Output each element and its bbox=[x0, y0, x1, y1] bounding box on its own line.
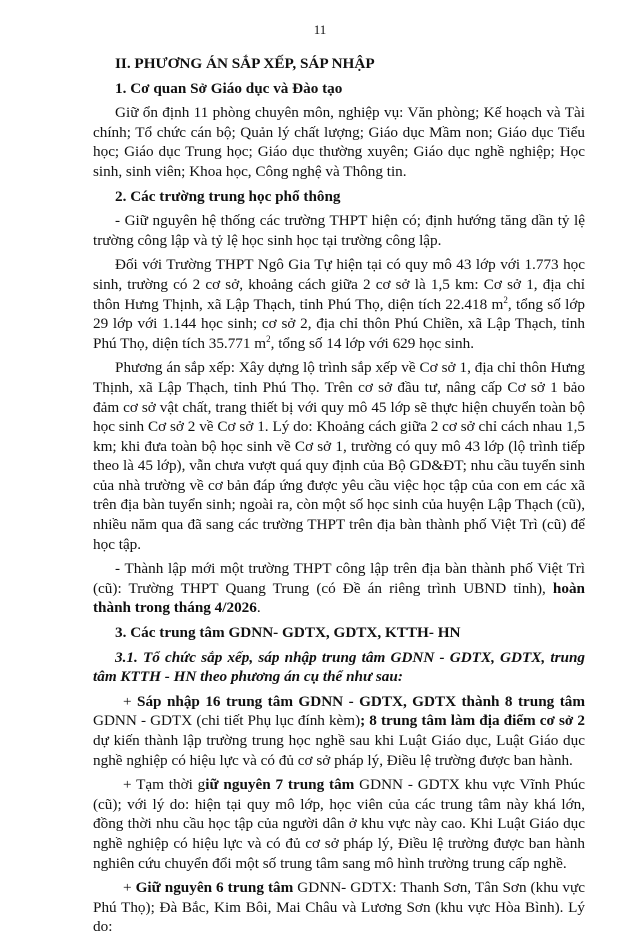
page-number: 11 bbox=[313, 22, 327, 37]
subsection-3-paragraph-3: + Giữ nguyên 6 trung tâm GDNN- GDTX: Thanh Sơn, Tân Sơn (khu vực Phú Thọ); Đà Bắc, Kim Bôi, Mai Châu và Lương Sơn (khu vực Hòa Bình). Lý do: bbox=[93, 879, 585, 936]
subsection-1-paragraph: Giữ ổn định 11 phòng chuyên môn, nghiệp vụ: Văn phòng; Kế hoạch và Tài chính; Tổ chức cán bộ; Quản lý chất lượng; Giáo dục Mầm non; Giáo dục Tiểu học; Giáo dục Trung học; Giáo dục thường xuyên; Giáo dục nghề nghiệp; Học sinh, sinh viên; Khoa học, Công nghệ và Thông tin. bbox=[93, 104, 585, 180]
subsection-1-heading: 1. Cơ quan Sở Giáo dục và Đào tạo bbox=[115, 79, 343, 97]
subsection-2-heading: 2. Các trường trung học phổ thông bbox=[115, 187, 341, 205]
subsection-2-paragraph-1: - Giữ nguyên hệ thống các trường THPT hiện có; định hướng tăng dần tỷ lệ trường công lập và tỷ lệ học sinh học tại trường công lập. bbox=[93, 212, 585, 249]
subsection-2-paragraph-2: Đối với Trường THPT Ngô Gia Tự hiện tại có quy mô 43 lớp với 1.773 học sinh, trường có 2 cơ sở, khoảng cách giữa 2 cơ sở là 1,5 km: Cơ sở 1, địa chỉ thôn Hưng Thịnh, xã Lập Thạch, tỉnh Phú Thọ, diện tích 22.418 $m^2$, tổng số lớp 29 lớp với 1.144 học sinh; cơ sở 2, địa chỉ thôn Phú Chiền, xã Lập Thạch, tỉnh Phú Thọ, diện tích 35.771 $m^2$, tổng số 14 lớp với 629 học sinh. bbox=[93, 256, 585, 352]
subsection-3-paragraph-1: + Sáp nhập 16 trung tâm GDNN - GDTX, GDTX thành 8 trung tâm GDNN - GDTX (chi tiết Phụ lục đính kèm); 8 trung tâm làm địa điểm cơ sở 2 dự kiến thành lập trường trung học nghề sau khi Luật Giáo dục, Luật Giáo dục nghề nghiệp có hiệu lực và có đủ cơ sở pháp lý, Điều lệ trường được ban hành. bbox=[93, 692, 585, 769]
subsection-3-paragraph-2: + Tạm thời giữ nguyên 7 trung tâm GDNN - GDTX khu vực Vĩnh Phúc (cũ); với lý do: hiện tại quy mô lớp, học viên của các trung tâm này khá lớn, đồng thời nhu cầu học tập của người dân ở khu vực này cao. Khi Luật Giáo dục nghề nghiệp có hiệu lực và có đủ cơ sở pháp lý, Điều lệ trường được ban hành nghiên cứu chuyển đổi một số trung tâm sang mô hình trường trung cấp nghề. bbox=[93, 776, 586, 872]
subsection-2-paragraph-4: - Thành lập mới một trường THPT công lập trên địa bàn thành phố Việt Trì (cũ): Trường THPT Quang Trung (có Đề án riêng trình UBND tỉnh), hoàn thành trong tháng 4/2026. bbox=[93, 560, 585, 617]
subsection-3-heading: 3. Các trung tâm GDNN- GDTX, GDTX, KTTH- HN bbox=[115, 624, 461, 642]
subsection-3-1-heading: 3.1. Tổ chức sắp xếp, sáp nhập trung tâm GDNN - GDTX, GDTX, trung tâm KTTH - HN theo phương án cụ thể như sau: bbox=[93, 648, 585, 686]
page-content bbox=[93, 54, 585, 942]
subsection-2-paragraph-3: Phương án sắp xếp: Xây dựng lộ trình sắp xếp về Cơ sở 1, địa chỉ thôn Hưng Thịnh, xã Lập Thạch, tỉnh Phú Thọ. Trên cơ sở đầu tư, nâng cấp Cơ sở 1 bảo đảm cơ sở vật chất, trang thiết bị với quy mô 45 lớp sẽ thực hiện chuyển toàn bộ học sinh Cơ sở 2 về Cơ sở 1. Lý do: Khoảng cách giữa 2 cơ sở chỉ cách nhau 1,5 km; khi đưa toàn bộ học sinh về Cơ sở 1, trường có quy mô 43 lớp (lộ trình tiếp theo là 45 lớp), vẫn chưa vượt quá quy định của Bộ GD&ĐT; nhu cầu tuyển sinh của nhà trường về cơ bản đáp ứng được yêu cầu việc học tập của con em các xã trên địa bàn tuyển sinh; ngoài ra, còn một số học sinh của huyện Lập Thạch (cũ), nhiều năm qua đã sang các trường THPT trên địa bàn thành phố Việt Trì (cũ) để học tập. bbox=[93, 359, 585, 553]
section-heading: II. PHƯƠNG ÁN SẮP XẾP, SÁP NHẬP bbox=[115, 55, 375, 72]
